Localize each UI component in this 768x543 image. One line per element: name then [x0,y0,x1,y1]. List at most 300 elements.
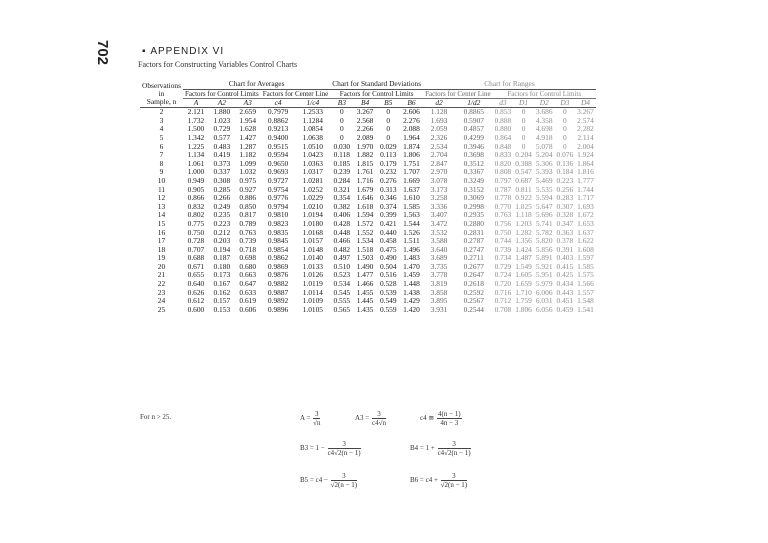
formula-A3-den: c4√n [372,419,386,427]
factor-cell: 1.466 [356,279,374,289]
factor-cell: 1.597 [577,253,594,263]
factor-cell: 0.346 [379,193,397,203]
footnote: For n > 25. [140,413,172,421]
factor-cell: 0.687 [515,175,532,185]
factor-cell: 1.806 [403,150,420,160]
factor-cell: 0 [521,107,526,117]
formula-B5-lhs: B5 = c4 − [300,476,328,485]
formula-B3-den: c4√2(n − 1) [327,449,361,457]
formula-B6 [410,472,468,489]
factor-cell: 2.088 [403,124,420,134]
factor-cell: 5.393 [535,167,553,177]
range-center-line-header: Factors for Center Line [425,89,491,98]
factor-cell: 5.594 [535,193,553,203]
factor-cell: 0.113 [380,150,397,160]
factor-cell: 1.487 [515,253,532,263]
factor-cell: 3.588 [430,236,448,246]
sample-size-cell: 12 [157,193,166,203]
factor-cell: 0.728 [187,236,205,246]
factor-cell: 3.078 [430,175,448,185]
factor-cell: 0.482 [333,244,351,254]
factor-cell: 0 [563,141,567,151]
factor-cell: 1.496 [403,244,420,254]
factor-cell: 0.9887 [267,287,289,297]
factor-cell: 0.313 [379,184,397,194]
sample-size-cell: 8 [159,158,164,168]
factor-cell: 5.696 [535,210,553,220]
factor-cell: 0.663 [239,270,257,280]
factor-cell: 1.716 [356,175,374,185]
obs-header-line1: Observations [142,80,181,90]
factor-cell: 0.739 [239,236,257,246]
factor-cell: 0.688 [187,253,205,263]
factor-cell: 2.004 [577,141,594,151]
factor-cell: 0 [386,115,391,125]
factor-cell: 0.975 [239,175,257,185]
factor-cell: 1.0157 [302,236,323,246]
factor-cell: 2.534 [430,141,448,151]
factor-cell: 0.451 [556,296,574,306]
factor-cell: 0.2647 [463,270,484,280]
factor-cell: 1.225 [187,141,205,151]
factor-cell: 0 [521,115,526,125]
formula-B6-lhs: B6 = c4 + [410,476,438,485]
formula-B4-lhs: B4 = 1 + [410,444,435,453]
factor-cell: 0.833 [494,150,512,160]
factor-cell: 0.179 [379,158,397,168]
sample-size-cell: 14 [157,210,166,220]
factor-cell: 0.853 [494,107,512,117]
factor-cell: 4.358 [535,115,553,125]
factor-cell: 0.4857 [463,124,484,134]
factor-cell: 1.061 [187,158,205,168]
factor-cell: 1.0114 [302,287,323,297]
factor-cell: 0.808 [494,167,512,177]
factor-cell: 0.9776 [267,193,289,203]
factor-cell: 0.203 [213,236,231,246]
sample-size-cell: 23 [157,287,166,297]
factor-cell: 1.0210 [302,201,323,211]
factor-cell: 0.3249 [463,175,484,185]
factor-cell: 1.608 [577,244,594,254]
observations-header [140,80,183,108]
factor-cell: 0.9876 [267,270,289,280]
factor-cell: 0.729 [213,124,231,134]
factor-cell: 1.134 [187,150,205,160]
factor-cell: 0.712 [494,296,512,306]
header-subgroup-row [140,89,596,98]
factor-cell: 1.424 [515,244,532,254]
factor-cell: 0.3152 [463,184,484,194]
factor-cell: 3.778 [430,270,448,280]
col-header-inv-d2: 1/d2 [455,98,493,108]
factor-cell: 0.559 [379,304,397,314]
factor-cell: 0.9594 [267,150,289,160]
factor-cell: 0.266 [213,193,231,203]
factor-cell: 0.284 [333,175,351,185]
factor-cell: 1.0133 [302,261,323,271]
factor-cell: 1.563 [403,210,420,220]
factor-cell: 1.637 [403,184,420,194]
factor-cell: 0.249 [213,201,231,211]
sample-size-cell: 15 [157,218,166,228]
col-header-c4: c4 [261,98,296,108]
col-header-D1: D1 [513,98,534,108]
factor-cell: 0.633 [239,287,257,297]
factor-cell: 0.2998 [463,201,484,211]
factor-cell: 1.438 [403,287,420,297]
factor-cell: 0.5907 [463,115,484,125]
table-row [140,306,596,315]
factor-cell: 0.763 [239,227,257,237]
factor-cell: 1.356 [515,236,532,246]
factor-cell: 0 [386,132,391,142]
factor-cell: 0.185 [333,158,351,168]
col-header-B6: B6 [400,98,423,108]
factor-cell: 0.4299 [463,132,484,142]
factor-cell: 0.811 [515,184,532,194]
factor-cell: 0 [339,124,344,134]
factor-cell: 3.407 [430,210,448,220]
factor-cell: 0.9650 [267,158,289,168]
factor-cell: 0.763 [494,210,512,220]
factor-cell: 1.816 [577,167,594,177]
avg-center-line-header: Factors for Center Line [262,89,329,98]
factor-cell: 0.2880 [463,218,484,228]
factor-cell: 0 [563,107,567,117]
factor-cell: 1.622 [577,236,594,246]
factor-cell: 1.099 [239,158,257,168]
factor-cell: 0.600 [187,304,205,314]
factor-cell: 0.374 [379,201,397,211]
factor-cell: 1.534 [356,236,374,246]
factor-cell: 1.594 [356,210,374,220]
factor-cell: 0.2747 [463,244,484,254]
factor-cell: 3.686 [535,107,553,117]
sample-size-cell: 19 [157,253,166,263]
factor-cell: 0.9693 [267,167,289,177]
factor-cell: 1.549 [515,261,532,271]
factor-cell: 0.030 [333,141,351,151]
factor-cell: 1.548 [577,296,594,306]
formula-B3-num: 3 [328,440,361,449]
factor-cell: 1.882 [356,150,374,160]
factor-cell: 2.276 [403,115,420,125]
factor-cell: 1.0180 [302,218,323,228]
factor-cell: 0.708 [494,304,512,314]
factor-cell: 0.9754 [267,184,289,194]
factor-cell: 0 [339,132,344,142]
factor-cell: 0.555 [333,296,351,306]
factor-cell: 0.3069 [463,193,484,203]
factor-cell: 1.0229 [302,193,323,203]
col-header-B4: B4 [353,98,376,108]
factor-cell: 0.2935 [463,210,484,220]
ranges-group-header: Chart for Ranges [423,80,596,89]
col-header-inv-c4: 1/c4 [295,98,330,108]
factor-cell: 0.744 [494,236,512,246]
factor-cell: 1.924 [577,150,594,160]
factor-cell: 0.523 [333,270,351,280]
appendix-title: ▪ APPENDIX VI [142,46,225,57]
factor-cell: 1.0126 [302,270,323,280]
factor-cell: 2.326 [430,132,448,142]
factor-cell: 5.979 [535,279,553,289]
sample-size-cell: 25 [157,304,166,314]
sample-size-cell: 9 [159,167,164,177]
factor-cell: 1.693 [430,115,448,125]
factor-cell: 0.483 [213,141,231,151]
factor-cell: 1.874 [403,141,420,151]
factor-cell: 0.256 [556,184,574,194]
factor-cell: 0.820 [494,158,512,168]
formula-B5-den: √2(n − 1) [330,481,358,489]
factor-cell: 1.503 [356,253,374,263]
factor-cell: 0 [386,124,391,134]
factor-cell: 1.282 [515,227,532,237]
factor-cell: 1.605 [515,270,532,280]
col-header-d2: d2 [423,98,455,108]
factor-cell: 0.308 [213,175,231,185]
factor-cell: 1.0168 [302,227,323,237]
factor-cell: 1.646 [356,193,374,203]
factor-cell: 2.659 [239,107,257,117]
factor-cell: 0.619 [239,296,257,306]
factor-cell: 3.267 [356,107,374,117]
factor-cell: 5.921 [535,261,553,271]
factor-cell: 2.568 [356,115,374,125]
factor-cell: 1.710 [515,287,532,297]
factor-cell: 6.056 [535,304,553,314]
factor-cell: 2.121 [187,107,205,117]
factor-cell: 0.707 [187,244,205,254]
factor-cell: 0 [521,132,526,142]
factor-cell: 1.128 [430,107,448,117]
range-control-limits-header: Factors for Control Limits [493,89,596,98]
sample-size-cell: 4 [159,124,164,134]
factor-cell: 0.528 [379,279,397,289]
factor-cell: 0.866 [187,193,205,203]
factor-cell: 2.059 [430,124,448,134]
factor-cell: 0.549 [379,296,397,306]
factor-cell: 3.931 [430,304,448,314]
factor-cell: 1.669 [403,175,420,185]
factor-cell: 1.552 [356,227,374,237]
factor-cell: 5.535 [535,184,553,194]
factor-cell: 0.403 [556,253,574,263]
factor-cell: 1.815 [356,158,374,168]
factor-cell: 0.3698 [463,150,484,160]
factor-cell: 1.744 [577,184,594,194]
factor-cell: 5.469 [535,175,553,185]
factor-cell: 1.693 [577,201,594,211]
factor-cell: 0.2711 [463,253,484,263]
factor-cell: 0.2677 [463,261,484,271]
factor-cell: 0.162 [213,287,231,297]
factor-cell: 1.761 [356,167,374,177]
factor-cell: 0.2567 [463,296,484,306]
factor-cell: 5.951 [535,270,553,280]
formula-A3-lhs: A3 = [355,414,370,423]
factor-cell: 0.547 [515,167,532,177]
formula-A3 [355,410,387,427]
factor-cell: 0.153 [213,304,231,314]
sample-size-cell: 20 [157,261,166,271]
formula-A-den: √n [313,419,321,427]
factor-cell: 0.173 [213,270,231,280]
factor-cell: 0.337 [213,167,231,177]
factor-cell: 0.778 [494,193,512,203]
sample-size-cell: 2 [159,107,164,117]
factor-cell: 0.534 [333,279,351,289]
factor-cell: 1.777 [577,175,594,185]
factor-cell: 0.848 [494,141,512,151]
factor-cell: 1.566 [577,279,594,289]
factor-cell: 1.751 [403,158,420,168]
factor-cell: 0 [339,115,344,125]
factor-cell: 5.782 [535,227,553,237]
factor-cell: 0.2618 [463,279,484,289]
factor-cell: 3.819 [430,279,448,289]
factor-cell: 0.285 [213,184,231,194]
factor-cell: 2.606 [403,107,420,117]
factor-cell: 1.0317 [302,167,323,177]
factor-cell: 0.888 [494,115,512,125]
factor-cell: 0.680 [239,261,257,271]
factor-cell: 0.223 [556,175,574,185]
factors-table-body [140,108,596,315]
factor-cell: 2.847 [430,158,448,168]
std-group-header: Chart for Standard Deviations [332,79,422,88]
factor-cell: 1.118 [515,210,532,220]
factor-cell: 0.497 [333,253,351,263]
formula-B4-den: c4√2(n − 1) [437,449,471,457]
factor-cell: 0.734 [494,253,512,263]
col-header-D3: D3 [555,98,576,108]
factor-cell: 1.2533 [302,107,323,117]
factor-cell: 3.336 [430,201,448,211]
factor-cell: 1.025 [515,201,532,211]
factor-cell: 1.427 [239,132,257,142]
factor-cell: 1.679 [356,184,374,194]
col-header-D2: D2 [534,98,555,108]
factor-cell: 0.612 [187,296,205,306]
formula-B4 [410,440,472,457]
factor-cell: 0.927 [239,184,257,194]
factor-cell: 0 [563,124,567,134]
factor-cell: 3.532 [430,227,448,237]
factor-cell: 0.421 [379,218,397,228]
factor-cell: 0.720 [494,279,512,289]
factor-cell: 0.9213 [267,124,289,134]
formula-A [300,410,321,427]
factor-cell: 0.415 [556,261,574,271]
factor-cell: 0.510 [333,261,351,271]
table-subtitle: Factors for Constructing Variables Control Charts [138,60,298,69]
factor-cell: 0.9862 [267,253,289,263]
factor-cell: 2.970 [430,167,448,177]
factor-cell: 1.0854 [302,124,323,134]
factor-cell: 1.637 [577,227,594,237]
factor-cell: 0 [521,141,526,151]
factor-cell: 0.373 [213,158,231,168]
factor-cell: 0.223 [213,218,231,228]
formula-B5-num: 3 [331,472,357,481]
factor-cell: 1.964 [403,132,420,142]
factor-cell: 0.3367 [463,167,484,177]
factor-cell: 3.895 [430,296,448,306]
factor-cell: 0.184 [556,167,574,177]
col-header-A2: A2 [209,98,235,108]
factor-cell: 0.2592 [463,287,484,297]
factor-cell: 3.640 [430,244,448,254]
col-header-D4: D4 [575,98,596,108]
obs-header-line2: in [158,88,165,98]
factor-cell: 0.9794 [267,201,289,211]
factor-cell: 0.724 [494,270,512,280]
factor-cell: 0 [563,115,567,125]
factor-cell: 1.618 [356,201,374,211]
factor-cell: 0.864 [494,132,512,142]
factor-cell: 1.585 [403,201,420,211]
factor-cell: 0.797 [494,175,512,185]
factor-cell: 1.0423 [302,150,323,160]
factor-cell: 0.283 [556,193,574,203]
appendix-title-text: APPENDIX VI [150,46,225,57]
factor-cell: 0.425 [556,270,574,280]
factor-cell: 1.429 [403,296,420,306]
factor-cell: 1.435 [356,304,374,314]
factor-cell: 0.922 [515,193,532,203]
factor-cell: 0.475 [379,244,397,254]
formula-B3-lhs: B3 = 1 − [300,444,325,453]
factor-cell: 0.850 [239,201,257,211]
factor-cell: 0.490 [379,253,397,263]
factor-cell: 1.518 [356,244,374,254]
factor-cell: 2.089 [356,132,374,142]
factor-cell: 0.187 [213,253,231,263]
factor-cell: 1.455 [356,287,374,297]
factor-cell: 1.864 [577,158,594,168]
factor-cell: 0.9869 [267,261,289,271]
factor-cell: 0.443 [556,287,574,297]
factor-cell: 0 [386,107,391,117]
factor-cell: 5.856 [535,244,553,254]
factor-cell: 1.707 [403,167,420,177]
sample-size-cell: 13 [157,201,166,211]
factor-cell: 0.466 [333,236,351,246]
factor-cell: 1.954 [239,115,257,125]
factor-cell: 1.0105 [302,304,323,314]
factor-cell: 1.672 [577,210,594,220]
formula-A-num: 3 [315,410,319,418]
factor-cell: 0.388 [515,158,532,168]
factor-cell: 4.918 [535,132,553,142]
factor-cell: 1.032 [239,167,257,177]
factor-cell: 0.307 [556,201,574,211]
factor-cell: 1.023 [213,115,231,125]
factor-cell: 0.545 [333,287,351,297]
factor-cell: 0.949 [187,175,205,185]
factor-cell: 0.459 [556,304,574,314]
sample-size-cell: 11 [157,184,166,194]
factor-cell: 1.500 [187,124,205,134]
factor-cell: 0.428 [333,218,351,228]
factor-cell: 0.167 [213,279,231,289]
factor-cell: 1.459 [403,270,420,280]
factor-cell: 1.806 [515,304,532,314]
formula-B6-den: √2(n − 1) [440,481,468,489]
